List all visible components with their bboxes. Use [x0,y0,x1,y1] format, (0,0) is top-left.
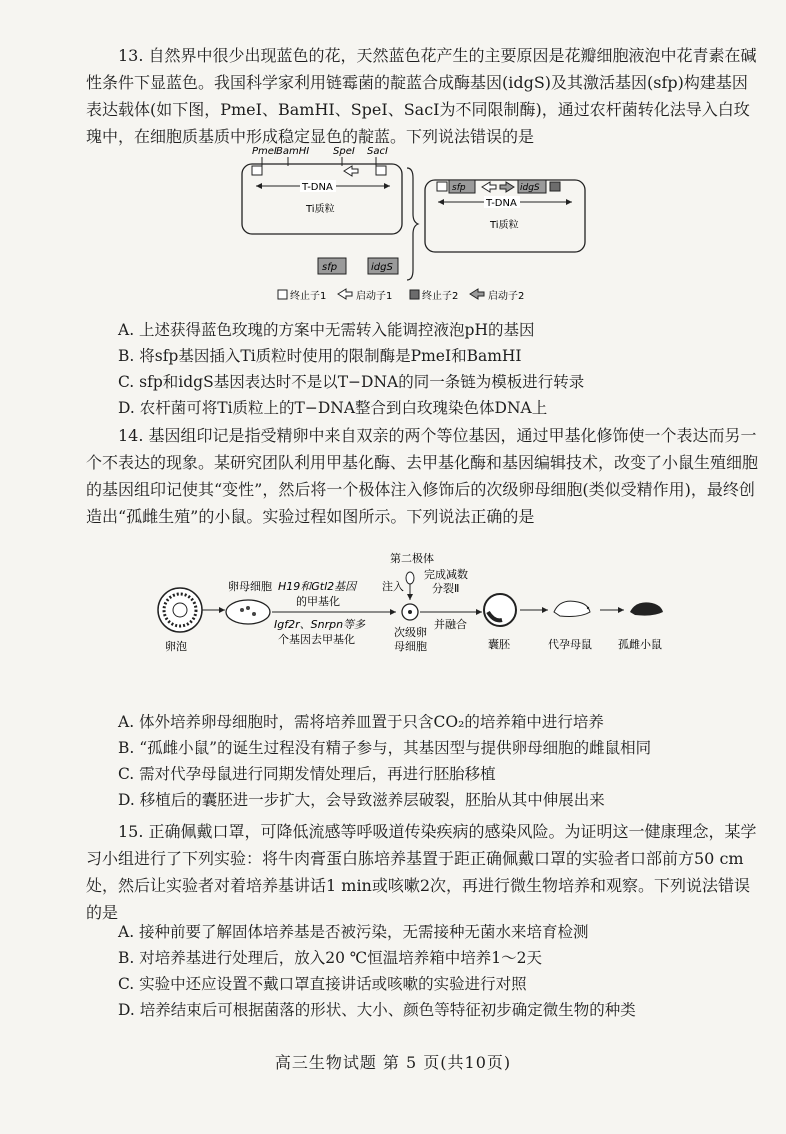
enzyme-bamhi: BamHⅠ [276,146,310,157]
enzyme-pmei: PmeⅠ [252,146,277,157]
q15-option-b: B. 对培养基进行处理后，放入20 ℃恒温培养箱中培养1～2天 [118,949,542,967]
svg-text:终止子1: 终止子1 [290,291,327,302]
svg-text:完成减数: 完成减数 [424,568,468,581]
surrogate-label: 代孕母鼠 [548,638,592,651]
follicle-label: 卵泡 [165,640,187,653]
svg-text:次级卵: 次级卵 [394,626,427,639]
q13-legend [278,289,524,302]
svg-text:idgS: idgS [520,183,540,193]
q14-option-d: D. 移植后的囊胚进一步扩大，会导致滋养层破裂，胚胎从其中伸展出来 [118,791,605,809]
q15-option-d: D. 培养结束后可根据菌落的形状、大小、颜色等特征初步确定微生物的种类 [118,1001,636,1019]
svg-text:分裂Ⅱ: 分裂Ⅱ [432,582,460,595]
svg-text:Igf2r、Snrpn等多: Igf2r、Snrpn等多 [274,618,366,631]
q14-option-b: B. “孤雌小鼠”的诞生过程没有精子参与，其基因型与提供卵母细胞的雌鼠相同 [118,739,652,757]
q13-option-c: C. sfp和idgS基因表达时不是以T−DNA的同一条链为模板进行转录 [118,373,585,391]
svg-text:H19和Gtl2基因: H19和Gtl2基因 [278,580,357,593]
page-footer: 高三生物试题 第 5 页(共10页) [274,1053,512,1072]
svg-text:注入: 注入 [382,580,404,593]
svg-text:母细胞: 母细胞 [394,640,427,653]
q15-option-a: A. 接种前要了解固体培养基是否被污染，无需接种无菌水来培育检测 [118,923,589,941]
q13-vector-diagram [230,140,590,310]
q14-process-diagram [150,550,670,660]
q14-option-a: A. 体外培养卵母细胞时，需将培养皿置于只含CO₂的培养箱中进行培养 [118,713,604,731]
enzyme-saci: SacⅠ [367,146,388,157]
q15-stem: 15. 正确佩戴口罩，可降低流感等呼吸道传染疾病的感染风险。为证明这一健康理念，某学习小组进行了下列实验：将牛肉膏蛋白胨培养基置于距正确佩戴口罩的实验者口部前方50 cm处，然后让实验者对着培养基讲话1 min或咳嗽2次，再进行微生物培养和观察。下列说法错误的是 [86,822,757,922]
q13-stem: 13. 自然界中很少出现蓝色的花，天然蓝色花产生的主要原因是花瓣细胞液泡中花青素在碱性条件下显蓝色。我国科学家利用链霉菌的靛蓝合成酶基因(idgS)及其激活基因(sfp)构建基因表达载体(如下图，PmeI、BamHI、SpeI、SacI为不同限制酶)，通过农杆菌转化法导入白玫瑰中，在细胞质基质中形成稳定显色的靛蓝。下列说法错误的是 [86,46,757,146]
q14-option-c: C. 需对代孕母鼠进行同期发情处理后，再进行胚胎移植 [118,765,496,783]
enzyme-spei: SpeⅠ [333,146,355,157]
ti-plasmid-label-2: Ti质粒 [490,220,519,231]
ti-plasmid-label-1: Ti质粒 [306,204,335,215]
svg-text:启动子2: 启动子2 [488,291,525,302]
q14-stem: 14. 基因组印记是指受精卵中来自双亲的两个等位基因，通过甲基化修饰使一个表达而另一个不表达的现象。某研究团队利用甲基化酶、去甲基化酶和基因编辑技术，改变了小鼠生殖细胞的基因组印记使其“变性”，然后将一个极体注入修饰后的次级卵母细胞(类似受精作用)，最终创造出“孤雌生殖”的小鼠。实验过程如图所示。下列说法正确的是 [86,426,759,526]
parthenogenetic-label: 孤雌小鼠 [618,638,662,651]
svg-text:终止子2: 终止子2 [422,291,459,302]
svg-text:并融合: 并融合 [434,618,467,631]
idgs-fragment-label: idgS [371,262,393,273]
svg-text:的甲基化: 的甲基化 [296,595,340,608]
q13-option-b: B. 将sfp基因插入Ti质粒时使用的限制酶是PmeI和BamHI [118,347,522,365]
q13-option-a: A. 上述获得蓝色玫瑰的方案中无需转入能调控液泡pH的基因 [118,321,535,339]
svg-text:个基因去甲基化: 个基因去甲基化 [278,633,355,646]
svg-text:启动子1: 启动子1 [356,291,393,302]
oocyte-label: 卵母细胞 [228,580,272,593]
svg-text:sfp: sfp [452,183,466,193]
q15-option-c: C. 实验中还应设置不戴口罩直接讲话或咳嗽的实验进行对照 [118,975,527,993]
q13-option-d: D. 农杆菌可将Ti质粒上的T−DNA整合到白玫瑰染色体DNA上 [118,399,548,417]
polar-body-label: 第二极体 [390,552,434,565]
tdna-label-2: T-DNA [486,198,517,209]
blastocyst-label: 囊胚 [488,638,510,651]
tdna-label-1: T-DNA [302,182,333,193]
sfp-fragment-label: sfp [322,262,338,273]
